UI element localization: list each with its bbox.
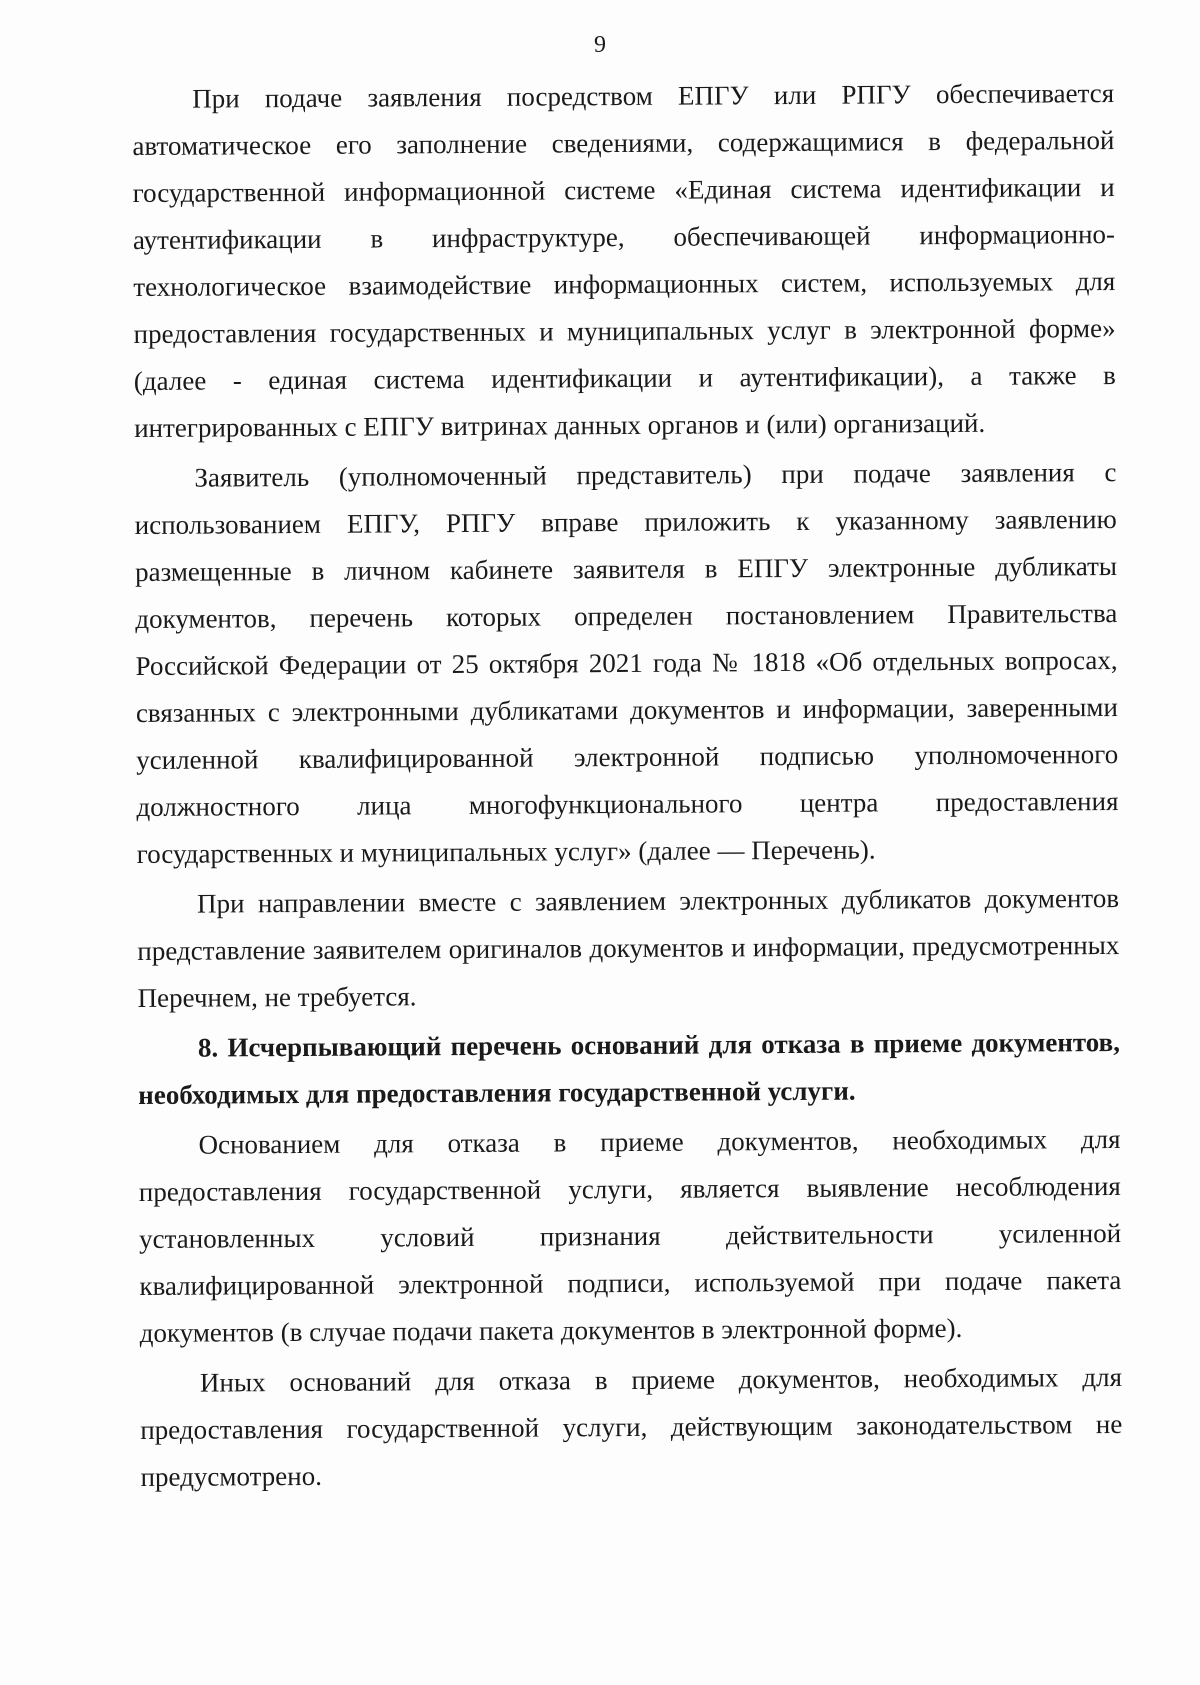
paragraph-applicant-duplicates: Заявитель (уполномоченный представитель) при подаче заявления с использованием ЕПГУ, РПГУ вправе приложить к указанному заявлению размещенные в личном кабинете заявителя в ЕПГУ электронные дубликаты документов, перечень которых определен постановлением Правительства Российской Федерации от 25 октября 2021 года № 1818 «Об отдельных вопросах, связанных с электронными дубликатами документов и информации, заверенными усиленной квалифицированной электронной подписью уполномоченного должностного лица многофункционального центра предоставления государственных и муниципальных услуг» (далее — Перечень). — [134, 456, 1119, 869]
paragraph-no-other-grounds: Иных оснований для отказа в приеме документов, необходимых для предоставления государственной услуги, действующим законодательством не предусмотрено. — [140, 1361, 1123, 1492]
paragraph-originals-not-required: При направлении вместе с заявлением электронных дубликатов документов представление заявителем оригиналов документов и информации, предусмотренных Перечнем, не требуется. — [137, 882, 1120, 1013]
page-number: 9 — [594, 32, 606, 58]
paragraph-refusal-ground: Основанием для отказа в приеме документов, необходимых для предоставления государственной услуги, является выявление несоблюдения установленных условий признания действительности усиленной квалифицированной электронной подписи, используемой при подаче пакета документов (в случае подачи пакета документов в электронной форме). — [138, 1123, 1122, 1348]
document-body — [132, 70, 1123, 1501]
section-heading-refusal-grounds: 8. Исчерпывающий перечень оснований для отказа в приеме документов, необходимых для предоставления государственной услуги. — [138, 1026, 1121, 1110]
paragraph-epgu-autofill: При подаче заявления посредством ЕПГУ или РПГУ обеспечивается автоматическое его заполнение сведениями, содержащимися в федеральной государственной информационной системе «Единая система идентификации и аутентификации в инфраструктуре, обеспечивающей информационно-технологическое взаимодействие информационных систем, используемых для предоставления государственных и муниципальных услуг в электронной форме» (далее - единая система идентификации и аутентификации), а также в интегрированных с ЕПГУ витринах данных органов и (или) организаций. — [132, 78, 1116, 443]
